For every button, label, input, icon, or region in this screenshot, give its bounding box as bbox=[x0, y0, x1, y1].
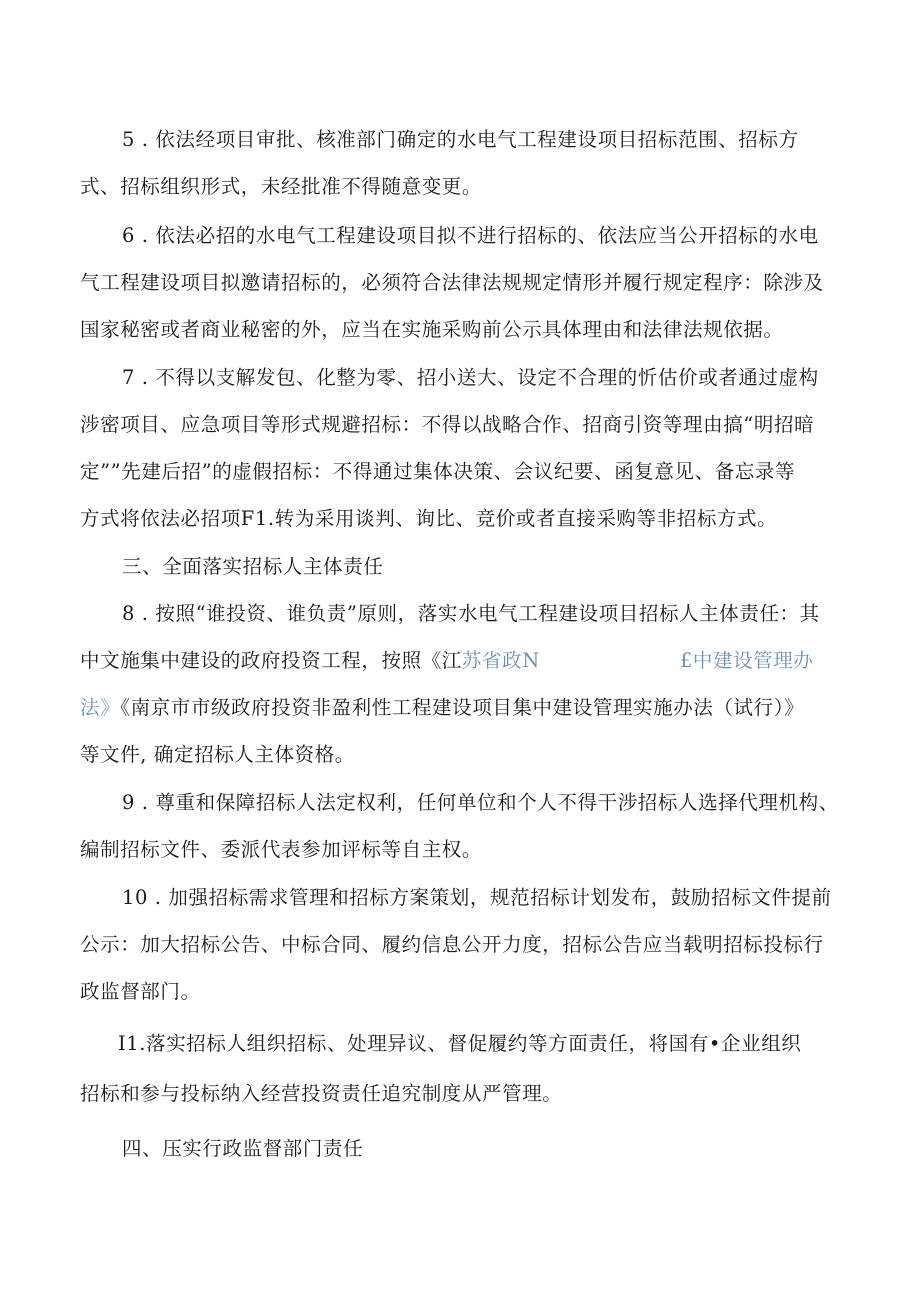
paragraph-8-line-2-text-a: 中文施集中建设的政府投资工程，按照《江 bbox=[80, 649, 462, 672]
paragraph-8-line-3 bbox=[80, 694, 840, 724]
paragraph-7-line-4: 方式将依法必招项F1.转为采用谈判、询比、竞价或者直接采购等非招标方式。 bbox=[80, 507, 778, 530]
paragraph-8-line-4: 等文件, 确定招标人主体资格。 bbox=[80, 743, 355, 766]
paragraph-9-line-1: 9 . 尊重和保障招标人法定权利，任何单位和个人不得干涉招标人选择代理机构、 bbox=[122, 791, 839, 814]
paragraph-8-line-2-text-c: £中建设管理办 bbox=[679, 649, 814, 672]
paragraph-10-line-2: 公示：加大招标公告、中标合同、履约信息公开力度，招标公告应当载明招标投标行 bbox=[80, 933, 824, 956]
paragraph-8-line-3-text-a: 法》 bbox=[80, 696, 121, 719]
section-heading-3: 三、全面落实招标人主体责任 bbox=[122, 555, 384, 578]
paragraph-11-line-2: 招标和参与投标纳入经营投资责任追究制度从严管理。 bbox=[80, 1082, 563, 1105]
paragraph-8-line-2 bbox=[80, 647, 840, 677]
paragraph-10-line-3: 政监督部门。 bbox=[80, 980, 201, 1003]
paragraph-6-line-3: 国家秘密或者商业秘密的外，应当在实施采购前公示具体理由和法律法规依据。 bbox=[80, 318, 784, 341]
paragraph-7-line-1: 7 . 不得以支解发包、化整为零、招小送大、设定不合理的忻估价或者通过虚构 bbox=[122, 366, 819, 389]
paragraph-8-line-2-text-b: 苏省政N bbox=[461, 649, 540, 672]
paragraph-7-line-3: 定””先建后招”的虚假招标：不得通过集体决策、会议纪要、函复意见、备忘录等 bbox=[80, 460, 796, 483]
section-heading-4: 四、压实行政监督部门责任 bbox=[122, 1137, 364, 1160]
paragraph-5-line-2: 式、招标组织形式，未经批准不得随意变更。 bbox=[80, 175, 483, 198]
paragraph-6-line-2: 气工程建设项目拟邀请招标的，必须符合法律法规规定情形并履行规定程序：除涉及 bbox=[80, 271, 824, 294]
paragraph-7-line-2: 涉密项目、应急项目等形式规避招标：不得以战略合作、招商引资等理由搞“明招暗 bbox=[80, 413, 815, 436]
paragraph-10-line-1: 10 . 加强招标需求管理和招标方案策划，规范招标计划发布，鼓励招标文件提前 bbox=[122, 886, 832, 909]
paragraph-9-line-2: 编制招标文件、委派代表参加评标等自主权。 bbox=[80, 838, 483, 861]
paragraph-5-line-1: 5 . 依法经项目审批、核准部门确定的水电气工程建设项目招标范围、招标方 bbox=[122, 128, 799, 151]
paragraph-6-line-1: 6 . 依法必招的水电气工程建设项目拟不进行招标的、依法应当公开招标的水电 bbox=[122, 224, 819, 247]
paragraph-8-line-1: 8 . 按照“谁投资、谁负责”原则，落实水电气工程建设项目招标人主体责任：其 bbox=[122, 602, 820, 625]
paragraph-11-line-1: I1.落实招标人组织招标、处理异议、督促履约等方面责任，将国有•企业组织 bbox=[118, 1032, 802, 1055]
paragraph-8-line-3-text-b: 《南京市市级政府投资非盈利性工程建设项目集中建设管理实施办法（试行）》 bbox=[120, 696, 805, 719]
